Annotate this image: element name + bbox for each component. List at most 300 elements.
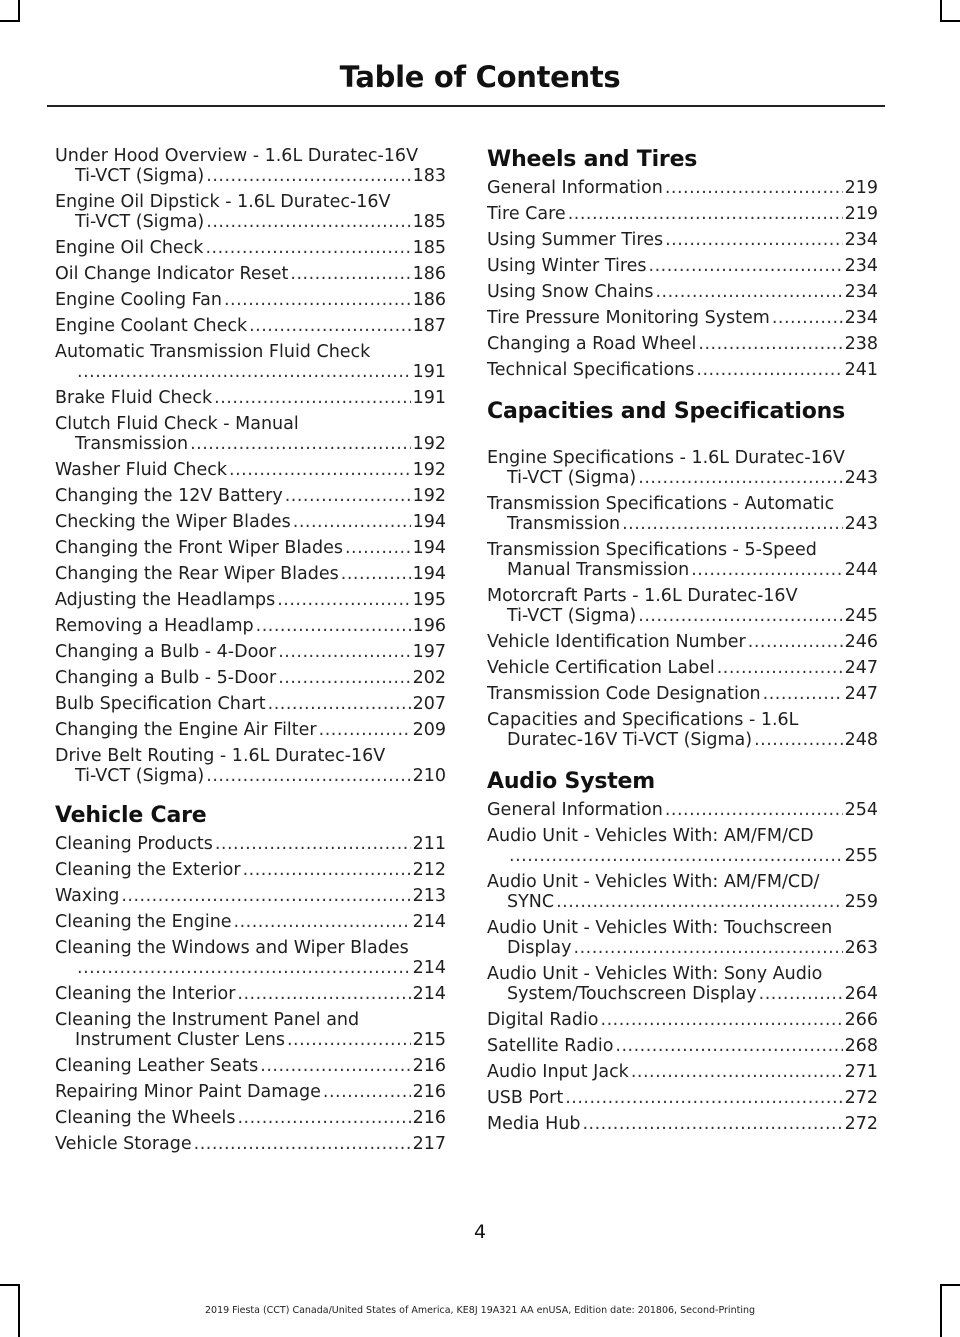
section-title: Wheels and Tires	[487, 147, 698, 172]
toc-entry-title: Changing the Front Wiper Blades	[55, 538, 343, 558]
toc-entry-line	[487, 984, 878, 1004]
toc-entry-title: Cleaning the Instrument Panel and	[55, 1010, 360, 1030]
dot-leader	[256, 616, 411, 636]
toc-entry-page: 254	[844, 800, 878, 820]
toc-entry-page: 246	[844, 632, 878, 652]
toc-entry-title: Vehicle Identification Number	[487, 632, 746, 652]
toc-entry-line	[55, 590, 446, 610]
dot-leader	[319, 720, 411, 740]
crop-mark	[18, 0, 20, 22]
toc-entry-page: 248	[844, 730, 878, 750]
dot-leader	[229, 460, 411, 480]
toc-entry-page: 214	[412, 984, 446, 1004]
dot-leader	[638, 468, 842, 488]
toc-entry[interactable]	[55, 238, 446, 258]
toc-entry-page: 219	[844, 204, 878, 224]
toc-entry-title: SYNC	[507, 892, 555, 912]
toc-entry-title: Oil Change Indicator Reset	[55, 264, 289, 284]
dot-leader	[206, 166, 410, 186]
toc-entry-title: Ti-VCT (Sigma)	[507, 468, 637, 488]
section-title: Vehicle Care	[55, 803, 207, 828]
toc-entry-line	[55, 1030, 446, 1050]
toc-entry-page: 243	[844, 514, 878, 534]
toc-entry-page: 259	[844, 892, 878, 912]
toc-entry-page: 216	[412, 1082, 446, 1102]
toc-section	[487, 398, 878, 750]
toc-entry-line	[55, 388, 446, 408]
toc-entry-page: 216	[412, 1056, 446, 1076]
toc-entry-title: Ti-VCT (Sigma)	[75, 166, 205, 186]
dot-leader	[582, 1114, 842, 1134]
dot-leader	[759, 984, 843, 1004]
toc-entry-page: 202	[412, 668, 446, 688]
toc-entry[interactable]	[55, 146, 446, 186]
crop-mark	[940, 20, 960, 22]
toc-entry[interactable]	[487, 586, 878, 626]
toc-entry[interactable]	[55, 642, 446, 662]
toc-entry-line	[55, 668, 446, 688]
toc-entry[interactable]	[487, 334, 878, 354]
toc-entry[interactable]	[487, 1088, 878, 1108]
dot-leader	[655, 282, 842, 302]
dot-leader	[601, 1010, 843, 1030]
toc-entry-page: 197	[412, 642, 446, 662]
toc-entry-page: 211	[412, 834, 446, 854]
toc-entry-title: Using Snow Chains	[487, 282, 654, 302]
toc-entry-line	[55, 912, 446, 932]
dot-leader	[249, 316, 410, 336]
toc-entry-page: 272	[844, 1088, 878, 1108]
toc-entry-title: Engine Oil Check	[55, 238, 204, 258]
dot-leader	[568, 204, 843, 224]
toc-entry-line	[55, 362, 446, 382]
toc-entry-title: Display	[507, 938, 572, 958]
toc-entry-page: 207	[412, 694, 446, 714]
toc-entry-line	[55, 720, 446, 740]
crop-mark	[940, 1284, 960, 1286]
toc-entry-line	[487, 658, 878, 678]
toc-entry-page: 196	[412, 616, 446, 636]
toc-entry[interactable]	[487, 872, 878, 912]
dot-leader	[698, 334, 842, 354]
dot-leader	[665, 800, 843, 820]
toc-entry-line	[487, 1088, 878, 1108]
toc-entry[interactable]	[55, 1010, 446, 1050]
dot-leader	[278, 668, 410, 688]
toc-entry[interactable]	[55, 460, 446, 480]
toc-entry[interactable]	[487, 256, 878, 276]
toc-entry-line	[487, 632, 878, 652]
dot-leader	[696, 360, 842, 380]
dot-leader	[278, 642, 410, 662]
toc-entry-title: Repairing Minor Paint Damage	[55, 1082, 321, 1102]
toc-left-column	[55, 146, 446, 1160]
toc-entry-page: 234	[844, 256, 878, 276]
dot-leader	[215, 834, 411, 854]
toc-entry-title: Transmission	[75, 434, 189, 454]
toc-entry[interactable]	[487, 230, 878, 250]
toc-entry-page: 191	[412, 388, 446, 408]
toc-entry-line	[487, 1114, 878, 1134]
dot-leader	[574, 938, 843, 958]
toc-entry-line	[487, 1036, 878, 1056]
crop-mark	[0, 1284, 20, 1286]
toc-entry[interactable]	[55, 486, 446, 506]
toc-entry[interactable]	[487, 448, 878, 488]
dot-leader	[293, 512, 411, 532]
page-title: Table of Contents	[339, 60, 621, 94]
toc-entry-page: 209	[412, 720, 446, 740]
toc-entry-title: Duratec-16V Ti-VCT (Sigma)	[507, 730, 753, 750]
dot-leader	[638, 606, 842, 626]
toc-entry-line	[487, 282, 878, 302]
toc-entry-title: Ti-VCT (Sigma)	[507, 606, 637, 626]
section-title: Audio System	[487, 769, 655, 794]
toc-entry-line	[487, 684, 878, 704]
toc-entry-title: Cleaning the Wheels	[55, 1108, 236, 1128]
toc-entry-line	[487, 938, 878, 958]
toc-entry-title: Technical Specifications	[487, 360, 695, 380]
toc-entry-page: 194	[412, 564, 446, 584]
toc-entry-title: Vehicle Storage	[55, 1134, 192, 1154]
toc-entry-line	[487, 730, 878, 750]
dot-leader	[763, 684, 843, 704]
toc-entry[interactable]	[487, 360, 878, 380]
toc-entry-page: 272	[844, 1114, 878, 1134]
toc-entry-line	[487, 1062, 878, 1082]
toc-entry-line	[55, 1056, 446, 1076]
toc-entry-title: Transmission	[507, 514, 621, 534]
toc-entry-line	[55, 264, 446, 284]
toc-entry-title: Satellite Radio	[487, 1036, 614, 1056]
section-title: Capacities and Specifications	[487, 399, 846, 424]
toc-entry-title: Cleaning the Windows and Wiper Blades	[55, 938, 409, 958]
toc-entry-line	[487, 846, 878, 866]
toc-entry-title: Manual Transmission	[507, 560, 690, 580]
toc-entry-page: 212	[412, 860, 446, 880]
toc-entry-page: 268	[844, 1036, 878, 1056]
toc-entry-line	[487, 800, 878, 820]
dot-leader	[649, 256, 843, 276]
toc-entry-page: 234	[844, 282, 878, 302]
toc-entry-title: Tire Pressure Monitoring System	[487, 308, 770, 328]
toc-entry[interactable]	[55, 984, 446, 1004]
toc-entry-line	[487, 1010, 878, 1030]
toc-entry-title: Cleaning Leather Seats	[55, 1056, 259, 1076]
toc-entry[interactable]	[487, 710, 878, 750]
toc-entry-line	[55, 166, 446, 186]
toc-entry-title: Washer Fluid Check	[55, 460, 228, 480]
toc-entry-line	[55, 642, 446, 662]
toc-entry-page: 264	[844, 984, 878, 1004]
toc-entry-page: 183	[412, 166, 446, 186]
toc-entry-page: 247	[844, 684, 878, 704]
toc-entry-title: Changing the Rear Wiper Blades	[55, 564, 339, 584]
dot-leader	[665, 178, 843, 198]
toc-entry-line	[487, 892, 878, 912]
toc-entry-line	[487, 204, 878, 224]
toc-entry[interactable]	[487, 684, 878, 704]
toc-entry[interactable]	[487, 632, 878, 652]
toc-entry-title: Audio Input Jack	[487, 1062, 629, 1082]
toc-entry-line	[55, 538, 446, 558]
toc-entry-page: 244	[844, 560, 878, 580]
dot-leader	[190, 434, 411, 454]
toc-entry-title: Adjusting the Headlamps	[55, 590, 276, 610]
toc-entry-title: Capacities and Specifications - 1.6L	[487, 710, 799, 730]
dot-leader	[345, 538, 411, 558]
toc-entry-page: 210	[412, 766, 446, 786]
toc-entry[interactable]	[55, 746, 446, 786]
toc-entry[interactable]	[55, 192, 446, 232]
toc-entry-page: 245	[844, 606, 878, 626]
dot-leader	[717, 658, 843, 678]
dot-leader	[631, 1062, 843, 1082]
toc-entry[interactable]	[487, 282, 878, 302]
toc-entry-page: 194	[412, 512, 446, 532]
toc-entry-title: Bulb Specification Chart	[55, 694, 266, 714]
toc-entry[interactable]	[55, 316, 446, 336]
toc-entry[interactable]	[55, 1056, 446, 1076]
header-divider	[47, 105, 885, 107]
toc-entry[interactable]	[55, 512, 446, 532]
toc-entry-page: 192	[412, 486, 446, 506]
toc-entry[interactable]	[487, 658, 878, 678]
dot-leader	[509, 846, 843, 866]
toc-entry-title: Engine Oil Dipstick - 1.6L Duratec-16V	[55, 192, 391, 212]
toc-entry-title: Using Winter Tires	[487, 256, 647, 276]
dot-leader	[754, 730, 842, 750]
toc-entry[interactable]	[487, 826, 878, 866]
toc-entry-line	[487, 178, 878, 198]
toc-entry-title: Using Summer Tires	[487, 230, 664, 250]
toc-entry[interactable]	[487, 540, 878, 580]
toc-entry[interactable]	[487, 1062, 878, 1082]
toc-entry-title: Engine Specifications - 1.6L Duratec-16V	[487, 448, 845, 468]
toc-entry[interactable]	[55, 720, 446, 740]
toc-entry-title: Ti-VCT (Sigma)	[75, 766, 205, 786]
toc-entry-title: Instrument Cluster Lens	[75, 1030, 285, 1050]
toc-entry-page: 191	[412, 362, 446, 382]
toc-entry[interactable]	[55, 538, 446, 558]
toc-entry-page: 266	[844, 1010, 878, 1030]
toc-entry[interactable]	[487, 1114, 878, 1134]
crop-mark	[0, 20, 20, 22]
toc-entry-title: Cleaning the Interior	[55, 984, 236, 1004]
toc-entry-page: 263	[844, 938, 878, 958]
toc-entry-title: Changing a Bulb - 5-Door	[55, 668, 277, 688]
toc-entry[interactable]	[55, 290, 446, 310]
toc-entry-title: Transmission Specifications - 5-Speed	[487, 540, 817, 560]
toc-entry[interactable]	[55, 388, 446, 408]
toc-entry-page: 192	[412, 434, 446, 454]
toc-entry-page: 214	[412, 958, 446, 978]
toc-entry-page: 216	[412, 1108, 446, 1128]
toc-entry-title: Automatic Transmission Fluid Check	[55, 342, 371, 362]
dot-leader	[243, 860, 411, 880]
footer-edition-info: 2019 Fiesta (CCT) Canada/United States of America, KE8J 19A321 AA enUSA, Edition date: 201806, Second-Printing	[204, 1305, 756, 1316]
toc-entry-line	[55, 616, 446, 636]
toc-section	[55, 802, 446, 1154]
dot-leader	[287, 1030, 411, 1050]
dot-leader	[206, 212, 410, 232]
toc-entry-title: USB Port	[487, 1088, 564, 1108]
toc-right-column	[487, 146, 878, 1140]
toc-section	[55, 146, 446, 786]
toc-entry[interactable]	[55, 1134, 446, 1154]
dot-leader	[285, 486, 411, 506]
toc-entry-line	[55, 1108, 446, 1128]
toc-entry-title: Removing a Headlamp	[55, 616, 254, 636]
toc-entry-page: 186	[412, 290, 446, 310]
dot-leader	[77, 958, 411, 978]
toc-entry-page: 234	[844, 230, 878, 250]
toc-entry-line	[487, 256, 878, 276]
toc-entry[interactable]	[55, 886, 446, 906]
toc-entry-page: 194	[412, 538, 446, 558]
dot-leader	[565, 1088, 842, 1108]
dot-leader	[268, 694, 411, 714]
toc-entry[interactable]	[55, 834, 446, 854]
toc-entry[interactable]	[55, 342, 446, 382]
toc-entry-title: Transmission Code Designation	[487, 684, 761, 704]
toc-entry-line	[55, 886, 446, 906]
toc-entry-line	[55, 212, 446, 232]
toc-entry-title: Vehicle Certification Label	[487, 658, 715, 678]
toc-entry-line	[55, 834, 446, 854]
toc-entry-page: 185	[412, 238, 446, 258]
toc-entry[interactable]	[487, 1010, 878, 1030]
toc-entry-page: 215	[412, 1030, 446, 1050]
toc-entry-title: Engine Coolant Check	[55, 316, 248, 336]
toc-entry[interactable]	[55, 694, 446, 714]
toc-section	[487, 768, 878, 1134]
toc-section	[487, 146, 878, 380]
toc-entry-title: Cleaning Products	[55, 834, 213, 854]
toc-entry-title: Engine Cooling Fan	[55, 290, 222, 310]
toc-entry[interactable]	[487, 800, 878, 820]
toc-entry-line	[487, 334, 878, 354]
toc-entry-page: 192	[412, 460, 446, 480]
toc-entry-line	[55, 860, 446, 880]
toc-entry[interactable]	[487, 964, 878, 1004]
toc-entry-title: Audio Unit - Vehicles With: Sony Audio	[487, 964, 823, 984]
dot-leader	[691, 560, 842, 580]
dot-leader	[260, 1056, 410, 1076]
dot-leader	[622, 514, 843, 534]
dot-leader	[206, 766, 410, 786]
toc-entry[interactable]	[55, 860, 446, 880]
toc-entry-title: Clutch Fluid Check - Manual	[55, 414, 299, 434]
toc-entry[interactable]	[487, 494, 878, 534]
toc-entry-title: Motorcraft Parts - 1.6L Duratec-16V	[487, 586, 798, 606]
dot-leader	[77, 362, 411, 382]
toc-entry[interactable]	[487, 918, 878, 958]
toc-entry[interactable]	[55, 590, 446, 610]
toc-entry[interactable]	[55, 264, 446, 284]
toc-entry-title: General Information	[487, 800, 663, 820]
toc-entry[interactable]	[55, 938, 446, 978]
toc-entry-title: Audio Unit - Vehicles With: Touchscreen	[487, 918, 833, 938]
toc-entry-line	[55, 460, 446, 480]
toc-entry[interactable]	[55, 1082, 446, 1102]
toc-entry-page: 247	[844, 658, 878, 678]
page-number: 4	[473, 1221, 487, 1243]
toc-entry-line	[55, 958, 446, 978]
toc-entry-line	[487, 606, 878, 626]
dot-leader	[237, 1108, 410, 1128]
toc-entry[interactable]	[55, 616, 446, 636]
toc-entry-title: Media Hub	[487, 1114, 581, 1134]
dot-leader	[277, 590, 410, 610]
toc-entry-line	[55, 694, 446, 714]
toc-entry-page: 185	[412, 212, 446, 232]
dot-leader	[341, 564, 411, 584]
toc-entry-line	[487, 560, 878, 580]
toc-entry-line	[487, 360, 878, 380]
dot-leader	[121, 886, 410, 906]
toc-entry-line	[55, 316, 446, 336]
dot-leader	[615, 1036, 842, 1056]
toc-entry[interactable]	[487, 1036, 878, 1056]
toc-entry[interactable]	[55, 912, 446, 932]
toc-entry-title: Cleaning the Engine	[55, 912, 232, 932]
toc-entry-line	[55, 290, 446, 310]
toc-entry[interactable]	[55, 668, 446, 688]
toc-entry-line	[487, 514, 878, 534]
toc-entry-page: 234	[844, 308, 878, 328]
toc-entry-page: 213	[412, 886, 446, 906]
toc-entry-title: General Information	[487, 178, 663, 198]
toc-entry-page: 241	[844, 360, 878, 380]
toc-entry-line	[55, 512, 446, 532]
toc-entry-page: 214	[412, 912, 446, 932]
toc-entry[interactable]	[55, 564, 446, 584]
toc-entry-page: 271	[844, 1062, 878, 1082]
toc-entry-title: Changing a Road Wheel	[487, 334, 697, 354]
toc-entry-page: 219	[844, 178, 878, 198]
toc-entry-title: Audio Unit - Vehicles With: AM/FM/CD	[487, 826, 814, 846]
toc-entry[interactable]	[55, 414, 446, 454]
dot-leader	[556, 892, 842, 912]
toc-entry-line	[55, 766, 446, 786]
toc-entry-line	[55, 486, 446, 506]
dot-leader	[234, 912, 411, 932]
crop-mark	[940, 0, 942, 22]
dot-leader	[194, 1134, 411, 1154]
toc-entry-line	[55, 238, 446, 258]
toc-entry-title: Changing a Bulb - 4-Door	[55, 642, 277, 662]
toc-entry-line	[55, 434, 446, 454]
toc-entry[interactable]	[55, 1108, 446, 1128]
dot-leader	[290, 264, 410, 284]
dot-leader	[665, 230, 843, 250]
dot-leader	[748, 632, 843, 652]
toc-entry[interactable]	[487, 204, 878, 224]
toc-entry-title: System/Touchscreen Display	[507, 984, 757, 1004]
dot-leader	[214, 388, 410, 408]
toc-entry-page: 217	[412, 1134, 446, 1154]
toc-entry[interactable]	[487, 178, 878, 198]
toc-entry-title: Changing the 12V Battery	[55, 486, 283, 506]
toc-entry[interactable]	[487, 308, 878, 328]
dot-leader	[205, 238, 410, 258]
toc-entry-title: Cleaning the Exterior	[55, 860, 241, 880]
toc-entry-title: Ti-VCT (Sigma)	[75, 212, 205, 232]
toc-entry-page: 255	[844, 846, 878, 866]
toc-entry-line	[55, 564, 446, 584]
toc-entry-title: Waxing	[55, 886, 120, 906]
